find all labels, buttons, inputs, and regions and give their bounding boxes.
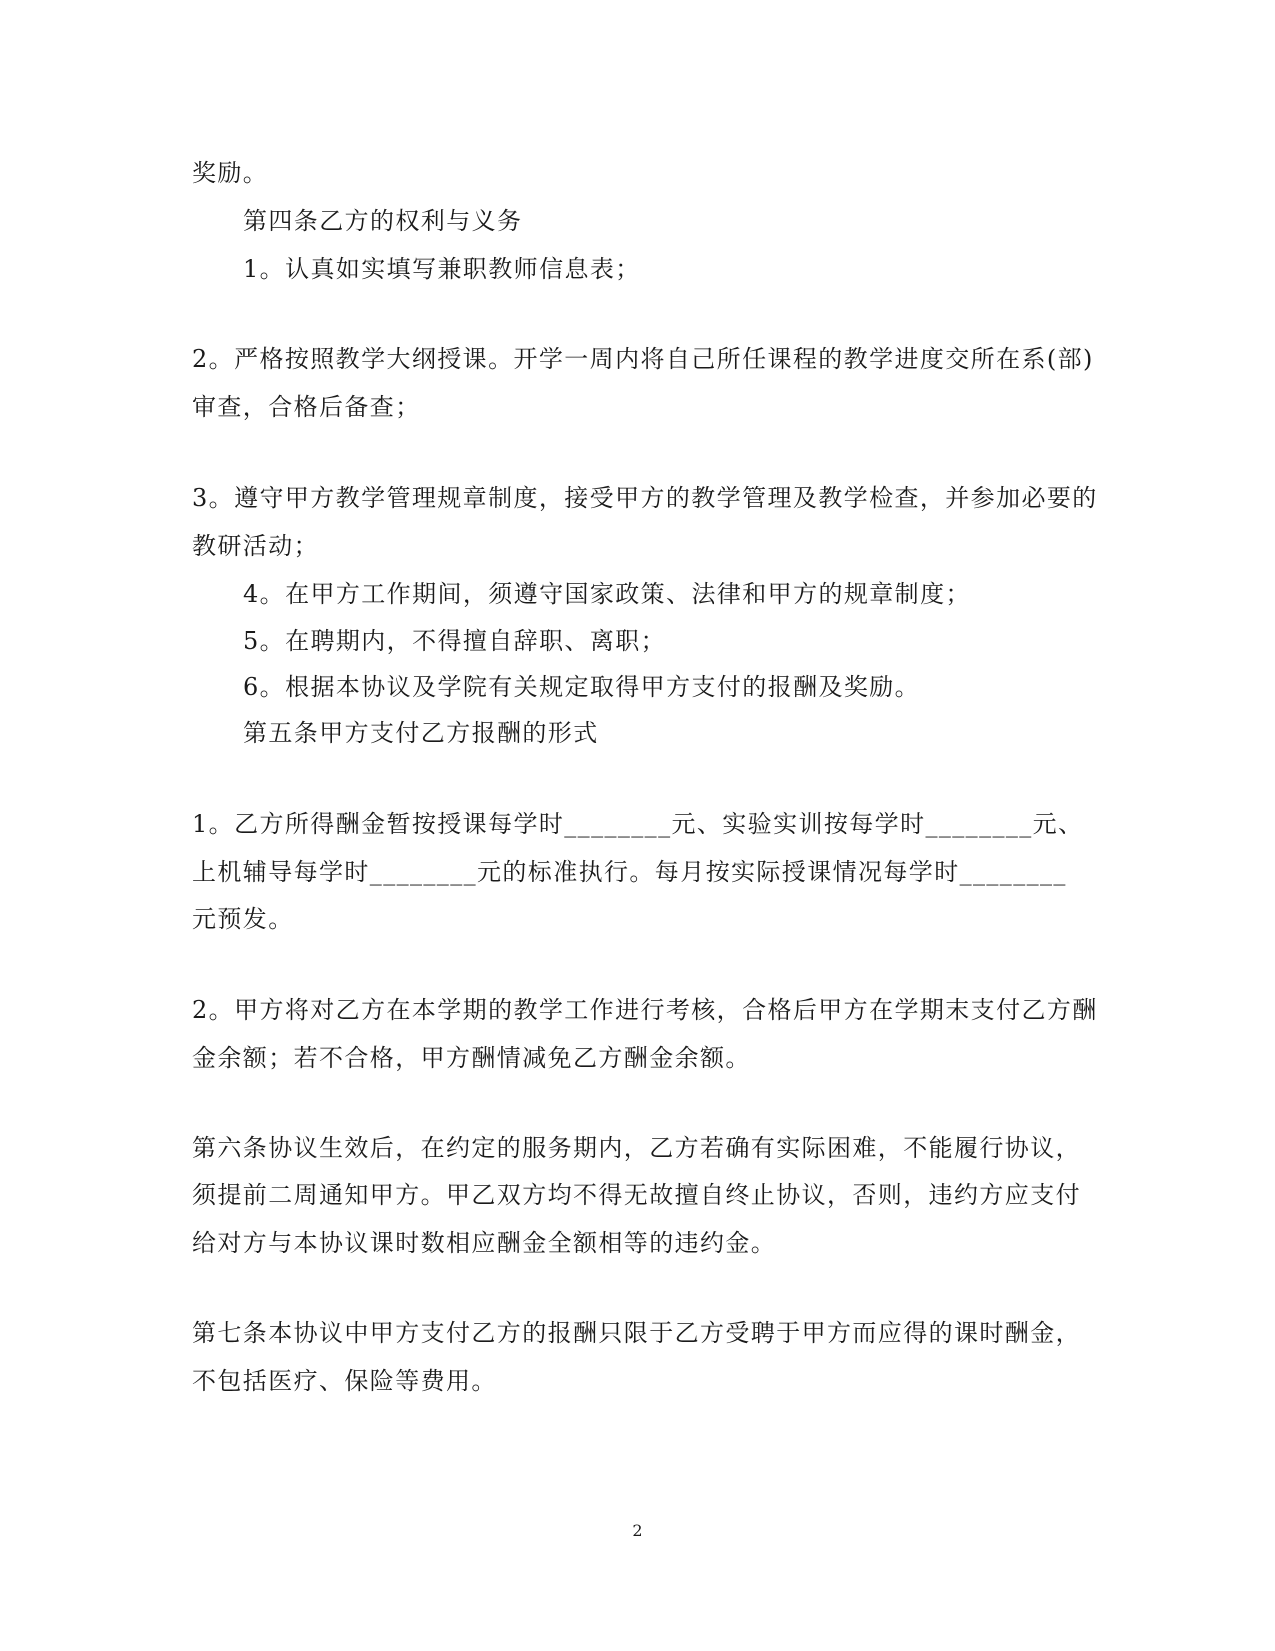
list-item: 1。乙方所得酬金暂按授课每学时________元、实验实训按每学时________元、 (192, 810, 1084, 838)
text-line: 元预发。 (192, 905, 294, 933)
list-item: 5。在聘期内，不得擅自辞职、离职； (243, 627, 667, 655)
text-line: 须提前二周通知甲方。甲乙双方均不得无故擅自终止协议，否则，违约方应支付 (192, 1181, 1081, 1209)
list-item: 3。遵守甲方教学管理规章制度，接受甲方的教学管理及教学检查，并参加必要的 (192, 484, 1098, 512)
text-line: 奖励。 (192, 159, 269, 187)
section-paragraph-6: 第六条协议生效后，在约定的服务期内，乙方若确有实际困难，不能履行协议， (192, 1134, 1081, 1162)
section-heading-5: 第五条甲方支付乙方报酬的形式 (243, 719, 599, 747)
text-line: 金余额；若不合格，甲方酬情减免乙方酬金余额。 (192, 1044, 751, 1072)
list-item: 1。认真如实填写兼职教师信息表； (243, 255, 641, 283)
text-line: 教研活动； (192, 532, 319, 560)
page-number: 2 (632, 1521, 643, 1540)
text-line: 审查，合格后备查； (192, 393, 421, 421)
list-item: 2。甲方将对乙方在本学期的教学工作进行考核，合格后甲方在学期末支付乙方酬 (192, 996, 1098, 1024)
list-item: 4。在甲方工作期间，须遵守国家政策、法律和甲方的规章制度； (243, 580, 971, 608)
text-line: 不包括医疗、保险等费用。 (192, 1367, 497, 1395)
list-item: 2。严格按照教学大纲授课。开学一周内将自己所任课程的教学进度交所在系(部) (192, 345, 1094, 373)
text-line: 给对方与本协议课时数相应酬金全额相等的违约金。 (192, 1229, 777, 1257)
section-heading-4: 第四条乙方的权利与义务 (243, 207, 523, 235)
text-line: 上机辅导每学时________元的标准执行。每月按实际授课情况每学时________ (192, 858, 1067, 886)
list-item: 6。根据本协议及学院有关规定取得甲方支付的报酬及奖励。 (243, 673, 921, 701)
section-paragraph-7: 第七条本协议中甲方支付乙方的报酬只限于乙方受聘于甲方而应得的课时酬金， (192, 1319, 1081, 1347)
